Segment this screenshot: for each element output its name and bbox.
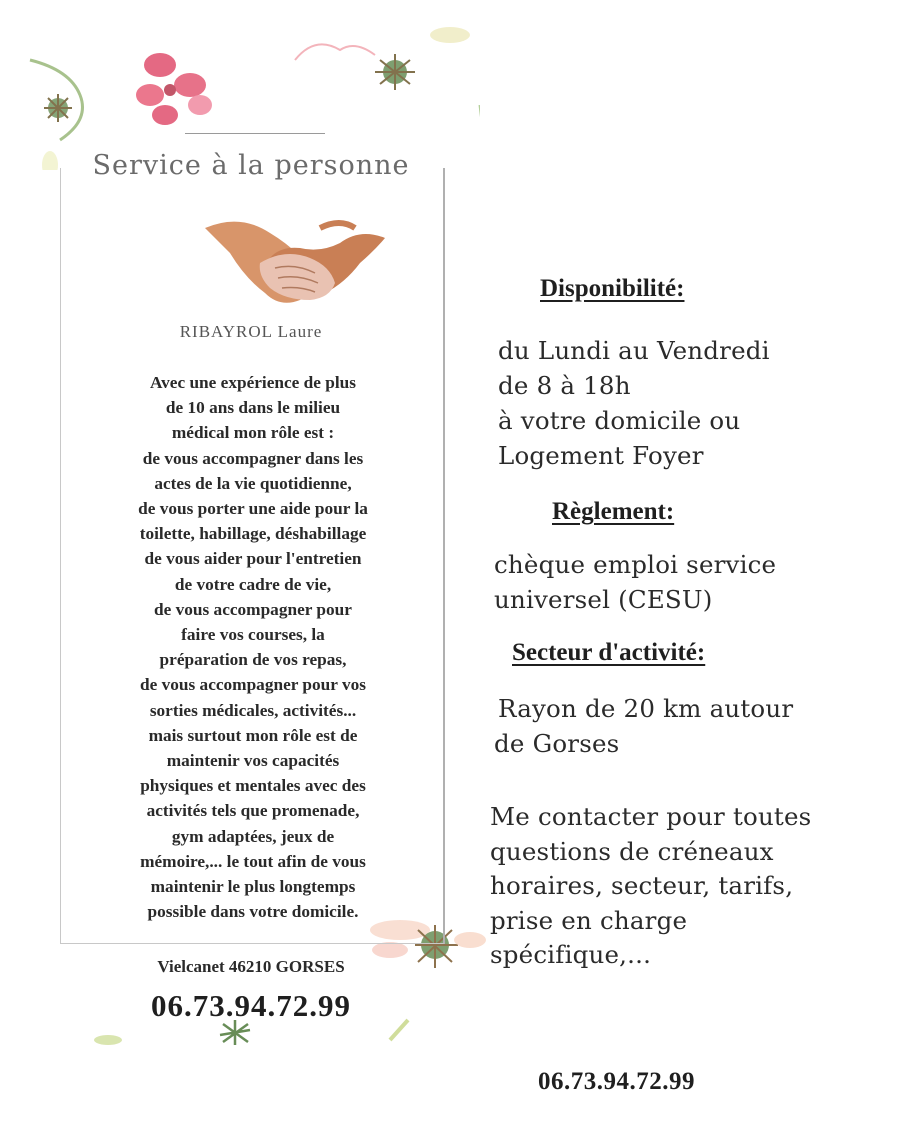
address: Vielcanet 46210 GORSES <box>157 957 345 976</box>
availability-heading: Disponibilité: <box>540 275 685 302</box>
card-title: Service à la personne <box>92 150 410 181</box>
bio-line: physiques et mentales avec des <box>140 776 366 796</box>
bio-line: toilette, habillage, déshabillage <box>139 524 367 544</box>
area-line: de Gorses <box>494 729 620 758</box>
area-heading: Secteur d'activité: <box>512 639 706 666</box>
payment-line: universel (CESU) <box>494 585 713 614</box>
phone-number-card: 06.73.94.72.99 <box>151 988 351 1023</box>
flower-decoration-top <box>10 20 480 170</box>
payment-heading: Règlement: <box>552 498 675 525</box>
bio-line: médical mon rôle est : <box>171 423 335 443</box>
holding-hands-image <box>200 208 390 308</box>
bio-line: sorties médicales, activités... <box>149 700 357 720</box>
contact-line: Me contacter pour toutes <box>490 802 812 831</box>
availability-line: Logement Foyer <box>498 441 704 470</box>
area-line: Rayon de 20 km autour <box>498 694 794 723</box>
contact-line: horaires, secteur, tarifs, <box>490 871 794 900</box>
bio-line: de vous porter une aide pour la <box>138 499 368 519</box>
bio-line: possible dans votre domicile. <box>147 902 359 922</box>
bio-line: mais surtout mon rôle est de <box>148 725 358 745</box>
bio-line: actes de la vie quotidienne, <box>154 473 352 493</box>
area-text <box>494 691 794 761</box>
bio-line: de votre cadre de vie, <box>174 574 332 594</box>
availability-line: à votre domicile ou <box>498 406 741 435</box>
bio-line: faire vos courses, la <box>181 625 325 645</box>
card-top-divider <box>185 133 325 134</box>
contact-line: questions de créneaux <box>490 836 774 866</box>
contact-text <box>490 800 811 973</box>
bio-line: gym adaptées, jeux de <box>171 826 335 846</box>
availability-line: de 8 à 18h <box>498 371 631 400</box>
bio-line: préparation de vos repas, <box>159 650 347 670</box>
bio-line: mémoire,... le tout afin de vous <box>140 851 366 871</box>
payment-text <box>494 547 776 617</box>
bio-line: de 10 ans dans le milieu <box>165 398 341 418</box>
phone-number-footer: 06.73.94.72.99 <box>538 1068 695 1095</box>
bio-line: maintenir le plus longtemps <box>150 877 356 897</box>
bio-line: de vous accompagner pour <box>154 599 352 619</box>
availability-line: du Lundi au Vendredi <box>498 336 770 365</box>
contact-line: spécifique,... <box>490 940 652 969</box>
contact-line: prise en charge <box>490 905 688 935</box>
bio-line: maintenir vos capacités <box>166 751 340 771</box>
bio-line: de vous accompagner pour vos <box>140 675 366 695</box>
author-name: RIBAYROL Laure <box>179 322 323 341</box>
availability-text <box>498 333 770 473</box>
bio-line: activités tels que promenade, <box>146 801 360 821</box>
bio-line: Avec une expérience de plus <box>149 373 357 392</box>
payment-line: chèque emploi service <box>494 550 777 579</box>
bio-line: de vous aider pour l'entretien <box>144 549 362 569</box>
service-description <box>88 370 418 924</box>
bio-line: de vous accompagner dans les <box>142 448 364 468</box>
